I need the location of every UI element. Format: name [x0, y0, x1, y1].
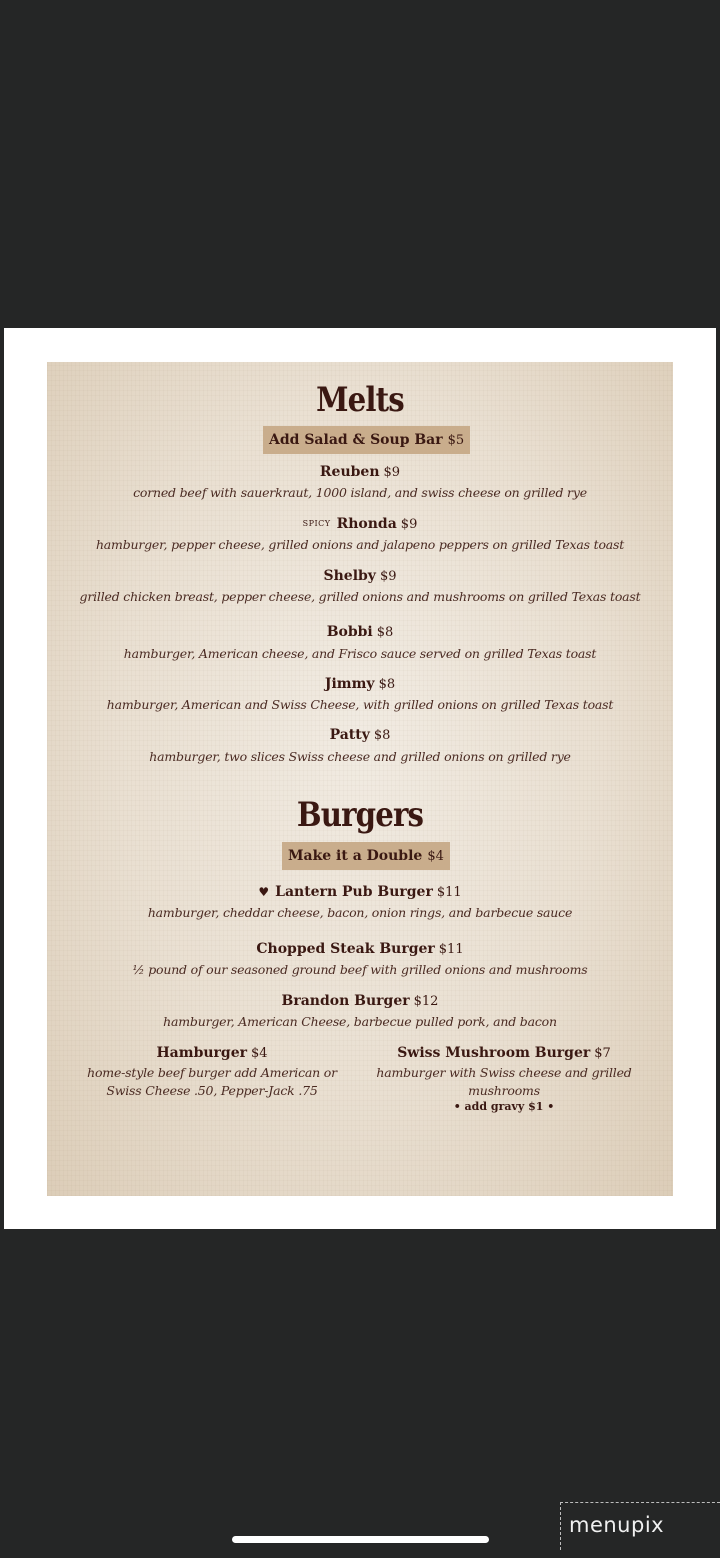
menu-item-hamburger — [62, 1042, 362, 1098]
item-price: $7 — [594, 1046, 611, 1061]
item-price: $11 — [438, 942, 464, 957]
item-name: Rhonda — [336, 516, 397, 532]
item-price: $8 — [373, 728, 391, 743]
item-name: Lantern Pub Burger — [275, 884, 433, 900]
melts-title: Melts — [316, 380, 404, 420]
item-name: Bobbi — [326, 624, 373, 640]
burgers-addon-label: Make it a Double — [288, 848, 423, 864]
menupix-watermark — [560, 1502, 720, 1550]
item-description: hamburger, American and Swiss Cheese, with grilled onions on grilled Texas toast — [106, 697, 614, 712]
home-indicator[interactable] — [232, 1536, 489, 1543]
item-description-line: hamburger with Swiss cheese and grilled — [376, 1065, 632, 1080]
menu-item-rhonda — [47, 513, 673, 532]
menu-item-reuben — [47, 461, 673, 480]
gravy-note: • add gravy $1 • — [453, 1100, 555, 1113]
menu-item-bobbi — [47, 621, 673, 640]
item-name: Brandon Burger — [281, 993, 410, 1009]
item-description: grilled chicken breast, pepper cheese, grilled onions and mushrooms on grilled Texas toast — [79, 589, 641, 604]
item-description: ½ pound of our seasoned ground beef with grilled onions and mushrooms — [132, 962, 588, 977]
burgers-addon-price: $4 — [427, 849, 444, 864]
item-description: hamburger, pepper cheese, grilled onions and jalapeno peppers on grilled Texas toast — [95, 537, 625, 552]
menu-page — [47, 362, 673, 1196]
item-price: $11 — [436, 885, 462, 900]
item-name: Swiss Mushroom Burger — [397, 1045, 591, 1061]
burgers-title: Burgers — [296, 795, 424, 835]
item-description-line: Swiss Cheese .50, Pepper-Jack .75 — [106, 1083, 318, 1098]
item-description: corned beef with sauerkraut, 1000 island, and swiss cheese on grilled rye — [133, 485, 587, 500]
melts-addon-label: Add Salad & Soup Bar — [269, 432, 443, 448]
watermark-text: menupix — [569, 1513, 665, 1537]
menu-item-jimmy — [47, 673, 673, 692]
item-price: $9 — [383, 465, 401, 480]
item-price: $4 — [250, 1046, 268, 1061]
item-description-line: mushrooms — [468, 1083, 540, 1098]
menu-item-lantern-pub-burger — [47, 881, 673, 900]
item-description: hamburger, cheddar cheese, bacon, onion rings, and barbecue sauce — [147, 905, 573, 920]
item-description: hamburger, two slices Swiss cheese and grilled onions on grilled rye — [149, 749, 571, 764]
menu-item-shelby — [47, 565, 673, 584]
heart-icon: ♥ — [258, 885, 270, 899]
item-price: $12 — [413, 994, 439, 1009]
menu-item-chopped-steak-burger — [47, 938, 673, 957]
menu-item-brandon-burger — [47, 990, 673, 1009]
item-name: Shelby — [323, 568, 376, 584]
melts-addon-price: $5 — [447, 433, 465, 448]
item-price: $8 — [376, 625, 394, 640]
item-name: Patty — [329, 727, 370, 743]
burgers-addon-badge — [282, 842, 450, 870]
item-name: Hamburger — [156, 1045, 247, 1061]
item-name: Jimmy — [324, 676, 375, 692]
spicy-label: SPICY — [302, 519, 331, 528]
item-description: hamburger, American cheese, and Frisco sauce served on grilled Texas toast — [123, 646, 597, 661]
item-name: Reuben — [319, 464, 380, 480]
item-name: Chopped Steak Burger — [256, 941, 435, 957]
melts-addon-badge — [263, 426, 470, 454]
item-price: $9 — [379, 569, 397, 584]
item-price: $8 — [378, 677, 396, 692]
menu-item-swiss-mushroom-burger — [354, 1042, 654, 1113]
menu-item-patty — [47, 724, 673, 743]
item-description: hamburger, American Cheese, barbecue pulled pork, and bacon — [163, 1014, 557, 1029]
item-description-line: home-style beef burger add American or — [87, 1065, 337, 1080]
item-price: $9 — [400, 517, 418, 532]
